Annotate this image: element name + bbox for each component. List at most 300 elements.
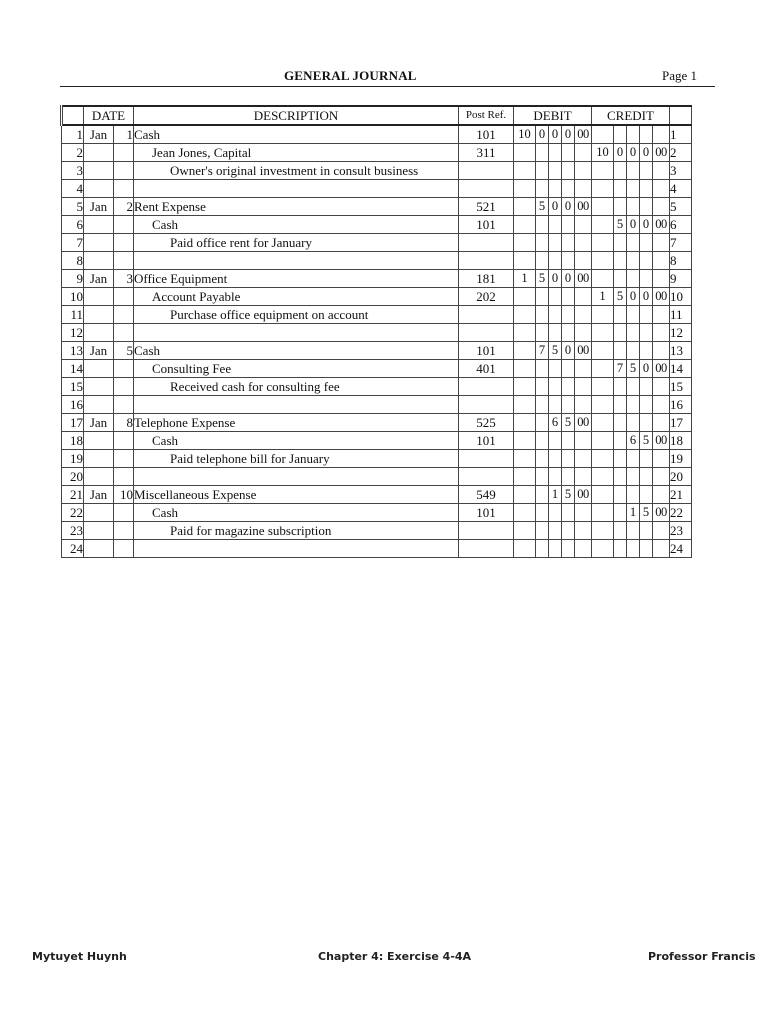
journal-row [62, 450, 692, 468]
date-day [114, 144, 134, 162]
description-text: Cash [134, 343, 160, 358]
journal-row [62, 198, 692, 216]
line-number-right: 21 [670, 486, 692, 504]
debit-digit [536, 522, 549, 540]
line-number: 4 [62, 180, 84, 198]
debit-digit [536, 396, 549, 414]
date-day [114, 378, 134, 396]
debit-digit [562, 234, 575, 252]
date-day: 5 [114, 342, 134, 360]
debit-digit [514, 360, 536, 378]
debit-digit [562, 180, 575, 198]
post-ref: 101 [459, 342, 514, 360]
credit-digit [592, 450, 614, 468]
credit-cents [653, 540, 670, 558]
line-number-right: 15 [670, 378, 692, 396]
credit-digit [592, 198, 614, 216]
description-text: Telephone Expense [134, 415, 236, 430]
post-ref: 525 [459, 414, 514, 432]
debit-digit: 5 [549, 342, 562, 360]
post-ref-header: Post Ref. [459, 106, 514, 125]
credit-digit [614, 486, 627, 504]
credit-digit [592, 342, 614, 360]
credit-digit: 0 [640, 360, 653, 378]
date-day: 10 [114, 486, 134, 504]
date-month [84, 468, 114, 486]
credit-cents [653, 198, 670, 216]
date-day [114, 216, 134, 234]
debit-digit: 5 [536, 270, 549, 288]
line-number: 5 [62, 198, 84, 216]
date-month: Jan [84, 486, 114, 504]
debit-header: DEBIT [514, 106, 592, 125]
credit-digit [640, 270, 653, 288]
credit-digit [592, 468, 614, 486]
date-month: Jan [84, 414, 114, 432]
description [134, 324, 459, 342]
debit-digit [549, 432, 562, 450]
date-day [114, 450, 134, 468]
debit-cents: 00 [575, 414, 592, 432]
credit-digit: 5 [614, 288, 627, 306]
line-number-right: 1 [670, 125, 692, 144]
line-number-right: 2 [670, 144, 692, 162]
post-ref [459, 306, 514, 324]
debit-cents [575, 162, 592, 180]
date-day: 1 [114, 125, 134, 144]
credit-digit: 0 [614, 144, 627, 162]
credit-digit: 0 [640, 216, 653, 234]
credit-digit [592, 162, 614, 180]
debit-cents: 00 [575, 342, 592, 360]
post-ref: 401 [459, 360, 514, 378]
line-number: 20 [62, 468, 84, 486]
line-number: 8 [62, 252, 84, 270]
line-number: 14 [62, 360, 84, 378]
date-month [84, 162, 114, 180]
credit-digit [640, 234, 653, 252]
credit-digit [640, 324, 653, 342]
credit-cents: 00 [653, 288, 670, 306]
credit-digit: 0 [640, 144, 653, 162]
credit-digit: 1 [592, 288, 614, 306]
post-ref [459, 468, 514, 486]
description [134, 342, 459, 360]
credit-digit [627, 396, 640, 414]
debit-digit [562, 162, 575, 180]
credit-digit [614, 324, 627, 342]
credit-cents: 00 [653, 504, 670, 522]
debit-digit: 1 [549, 486, 562, 504]
debit-digit [536, 162, 549, 180]
header-row [62, 106, 692, 125]
credit-digit [640, 468, 653, 486]
debit-digit [562, 306, 575, 324]
credit-digit: 1 [627, 504, 640, 522]
credit-digit [614, 540, 627, 558]
credit-digit: 0 [627, 288, 640, 306]
debit-digit: 7 [536, 342, 549, 360]
debit-digit [514, 342, 536, 360]
debit-cents [575, 324, 592, 342]
debit-digit: 10 [514, 125, 536, 144]
date-day: 3 [114, 270, 134, 288]
credit-digit [627, 180, 640, 198]
debit-cents: 00 [575, 125, 592, 144]
description [134, 306, 459, 324]
credit-digit [592, 324, 614, 342]
date-month: Jan [84, 125, 114, 144]
debit-digit [536, 378, 549, 396]
credit-digit [640, 396, 653, 414]
description [134, 125, 459, 144]
credit-cents [653, 162, 670, 180]
credit-cents [653, 252, 670, 270]
credit-digit [640, 450, 653, 468]
post-ref [459, 252, 514, 270]
credit-digit [592, 432, 614, 450]
description [134, 216, 459, 234]
credit-cents: 00 [653, 432, 670, 450]
debit-digit [562, 144, 575, 162]
credit-digit [640, 198, 653, 216]
debit-cents: 00 [575, 270, 592, 288]
journal-row [62, 414, 692, 432]
debit-digit [549, 162, 562, 180]
line-number-right: 22 [670, 504, 692, 522]
debit-digit [536, 144, 549, 162]
date-month [84, 180, 114, 198]
date-day [114, 396, 134, 414]
description-text: Office Equipment [134, 271, 228, 286]
line-number-right: 20 [670, 468, 692, 486]
debit-digit [562, 288, 575, 306]
line-number-right: 7 [670, 234, 692, 252]
line-number-right: 19 [670, 450, 692, 468]
date-month: Jan [84, 342, 114, 360]
journal-row [62, 486, 692, 504]
debit-digit: 5 [536, 198, 549, 216]
line-number-right: 10 [670, 288, 692, 306]
debit-digit: 0 [562, 125, 575, 144]
date-day [114, 504, 134, 522]
date-month [84, 522, 114, 540]
page-number: Page 1 [662, 68, 698, 83]
date-day: 8 [114, 414, 134, 432]
line-number: 16 [62, 396, 84, 414]
debit-digit [514, 504, 536, 522]
date-month [84, 252, 114, 270]
credit-digit [640, 252, 653, 270]
credit-digit [614, 198, 627, 216]
line-number: 9 [62, 270, 84, 288]
journal-row [62, 306, 692, 324]
line-number: 23 [62, 522, 84, 540]
debit-digit [549, 180, 562, 198]
description [134, 144, 459, 162]
description-text: Cash [134, 127, 160, 142]
journal-row [62, 216, 692, 234]
credit-digit [627, 252, 640, 270]
debit-cents [575, 504, 592, 522]
credit-digit [640, 540, 653, 558]
date-day [114, 234, 134, 252]
debit-digit [536, 468, 549, 486]
post-ref: 181 [459, 270, 514, 288]
debit-digit [536, 414, 549, 432]
description-header: DESCRIPTION [134, 106, 459, 125]
date-header: DATE [84, 106, 134, 125]
credit-digit [640, 162, 653, 180]
line-number-right: 5 [670, 198, 692, 216]
description [134, 432, 459, 450]
credit-digit [614, 378, 627, 396]
debit-cents [575, 234, 592, 252]
credit-digit [592, 414, 614, 432]
line-number: 21 [62, 486, 84, 504]
exercise-label: Chapter 4: Exercise 4-4A [318, 950, 472, 963]
debit-cents [575, 144, 592, 162]
line-number-right: 16 [670, 396, 692, 414]
journal-row [62, 162, 692, 180]
date-day [114, 360, 134, 378]
debit-digit [549, 234, 562, 252]
professor-name: Professor Francis [648, 950, 756, 963]
date-day [114, 252, 134, 270]
date-month [84, 234, 114, 252]
debit-cents [575, 522, 592, 540]
debit-digit [536, 486, 549, 504]
post-ref [459, 180, 514, 198]
description [134, 450, 459, 468]
line-number: 6 [62, 216, 84, 234]
date-day [114, 306, 134, 324]
debit-digit [536, 234, 549, 252]
line-number: 18 [62, 432, 84, 450]
debit-cents [575, 432, 592, 450]
debit-digit [536, 216, 549, 234]
debit-cents [575, 252, 592, 270]
date-day [114, 432, 134, 450]
credit-digit [614, 468, 627, 486]
journal-body [62, 125, 692, 558]
credit-digit: 10 [592, 144, 614, 162]
debit-digit [514, 234, 536, 252]
credit-cents [653, 180, 670, 198]
debit-digit [549, 144, 562, 162]
debit-digit [514, 216, 536, 234]
credit-header: CREDIT [592, 106, 670, 125]
description [134, 180, 459, 198]
credit-digit: 0 [627, 144, 640, 162]
debit-digit: 5 [562, 486, 575, 504]
description-text: Rent Expense [134, 199, 206, 214]
debit-digit [514, 324, 536, 342]
debit-digit [514, 288, 536, 306]
post-ref [459, 450, 514, 468]
date-month [84, 540, 114, 558]
debit-digit [562, 540, 575, 558]
debit-digit [562, 324, 575, 342]
credit-digit [614, 234, 627, 252]
line-number: 11 [62, 306, 84, 324]
line-number-right: 4 [670, 180, 692, 198]
credit-digit [640, 486, 653, 504]
debit-digit [514, 162, 536, 180]
credit-cents [653, 234, 670, 252]
debit-digit [514, 144, 536, 162]
debit-digit [536, 288, 549, 306]
credit-digit [614, 180, 627, 198]
journal-row [62, 396, 692, 414]
date-day [114, 468, 134, 486]
description [134, 486, 459, 504]
date-day [114, 522, 134, 540]
debit-digit: 0 [549, 125, 562, 144]
credit-digit [592, 180, 614, 198]
credit-cents [653, 125, 670, 144]
debit-digit [536, 360, 549, 378]
description-text: Owner's original investment in consult business [170, 163, 419, 178]
line-number: 19 [62, 450, 84, 468]
debit-cents [575, 360, 592, 378]
debit-digit [514, 432, 536, 450]
post-ref: 202 [459, 288, 514, 306]
debit-digit [549, 378, 562, 396]
line-number-right: 13 [670, 342, 692, 360]
journal-row [62, 270, 692, 288]
date-month [84, 378, 114, 396]
description-text: Paid telephone bill for January [170, 451, 330, 466]
post-ref: 101 [459, 432, 514, 450]
credit-digit [627, 468, 640, 486]
credit-digit [592, 540, 614, 558]
journal-row [62, 468, 692, 486]
credit-digit [627, 198, 640, 216]
description [134, 162, 459, 180]
description-text: Purchase office equipment on account [170, 307, 369, 322]
date-day: 2 [114, 198, 134, 216]
credit-digit [627, 234, 640, 252]
credit-digit [627, 540, 640, 558]
credit-digit: 5 [640, 432, 653, 450]
debit-digit [562, 360, 575, 378]
debit-digit: 0 [536, 125, 549, 144]
debit-cents [575, 450, 592, 468]
credit-digit [614, 342, 627, 360]
debit-digit: 0 [562, 342, 575, 360]
date-month [84, 306, 114, 324]
debit-digit [562, 522, 575, 540]
description-text: Jean Jones, Capital [152, 145, 252, 160]
post-ref: 101 [459, 216, 514, 234]
date-month [84, 144, 114, 162]
line-number-right: 11 [670, 306, 692, 324]
debit-digit [549, 306, 562, 324]
debit-digit [549, 324, 562, 342]
line-number: 12 [62, 324, 84, 342]
debit-digit: 6 [549, 414, 562, 432]
credit-digit [614, 306, 627, 324]
description-text: Account Payable [152, 289, 241, 304]
credit-cents [653, 324, 670, 342]
credit-digit [592, 125, 614, 144]
credit-digit [627, 522, 640, 540]
line-number: 7 [62, 234, 84, 252]
date-month [84, 432, 114, 450]
description-text: Cash [152, 505, 178, 520]
line-number-right: 23 [670, 522, 692, 540]
debit-digit [562, 396, 575, 414]
date-month [84, 396, 114, 414]
credit-digit: 5 [627, 360, 640, 378]
credit-digit: 0 [627, 216, 640, 234]
credit-cents: 00 [653, 360, 670, 378]
credit-digit [640, 342, 653, 360]
debit-digit [514, 414, 536, 432]
credit-digit [614, 270, 627, 288]
debit-cents [575, 306, 592, 324]
debit-digit [536, 324, 549, 342]
line-number-right: 24 [670, 540, 692, 558]
credit-cents: 00 [653, 216, 670, 234]
debit-cents [575, 468, 592, 486]
journal-row [62, 324, 692, 342]
credit-digit [592, 234, 614, 252]
credit-digit: 5 [640, 504, 653, 522]
credit-cents [653, 468, 670, 486]
debit-digit [549, 252, 562, 270]
post-ref: 521 [459, 198, 514, 216]
credit-digit [592, 522, 614, 540]
debit-digit [562, 432, 575, 450]
description [134, 504, 459, 522]
credit-digit [614, 414, 627, 432]
debit-digit [562, 504, 575, 522]
line-number-right: 12 [670, 324, 692, 342]
student-name: Mytuyet Huynh [32, 950, 127, 963]
debit-digit [536, 180, 549, 198]
credit-digit [614, 252, 627, 270]
journal-row [62, 288, 692, 306]
journal-row [62, 504, 692, 522]
date-month [84, 360, 114, 378]
description-text: Miscellaneous Expense [134, 487, 257, 502]
credit-cents [653, 486, 670, 504]
post-ref [459, 396, 514, 414]
post-ref [459, 324, 514, 342]
credit-digit [627, 306, 640, 324]
credit-digit [592, 216, 614, 234]
credit-digit [627, 324, 640, 342]
date-month [84, 450, 114, 468]
credit-digit [592, 306, 614, 324]
debit-digit [549, 540, 562, 558]
line-number: 17 [62, 414, 84, 432]
credit-digit [592, 504, 614, 522]
credit-digit [627, 378, 640, 396]
debit-digit [549, 522, 562, 540]
debit-digit [549, 360, 562, 378]
debit-digit [562, 450, 575, 468]
post-ref: 311 [459, 144, 514, 162]
credit-digit [614, 432, 627, 450]
credit-digit [640, 125, 653, 144]
credit-cents [653, 450, 670, 468]
date-day [114, 162, 134, 180]
description-text: Cash [152, 433, 178, 448]
credit-cents [653, 306, 670, 324]
